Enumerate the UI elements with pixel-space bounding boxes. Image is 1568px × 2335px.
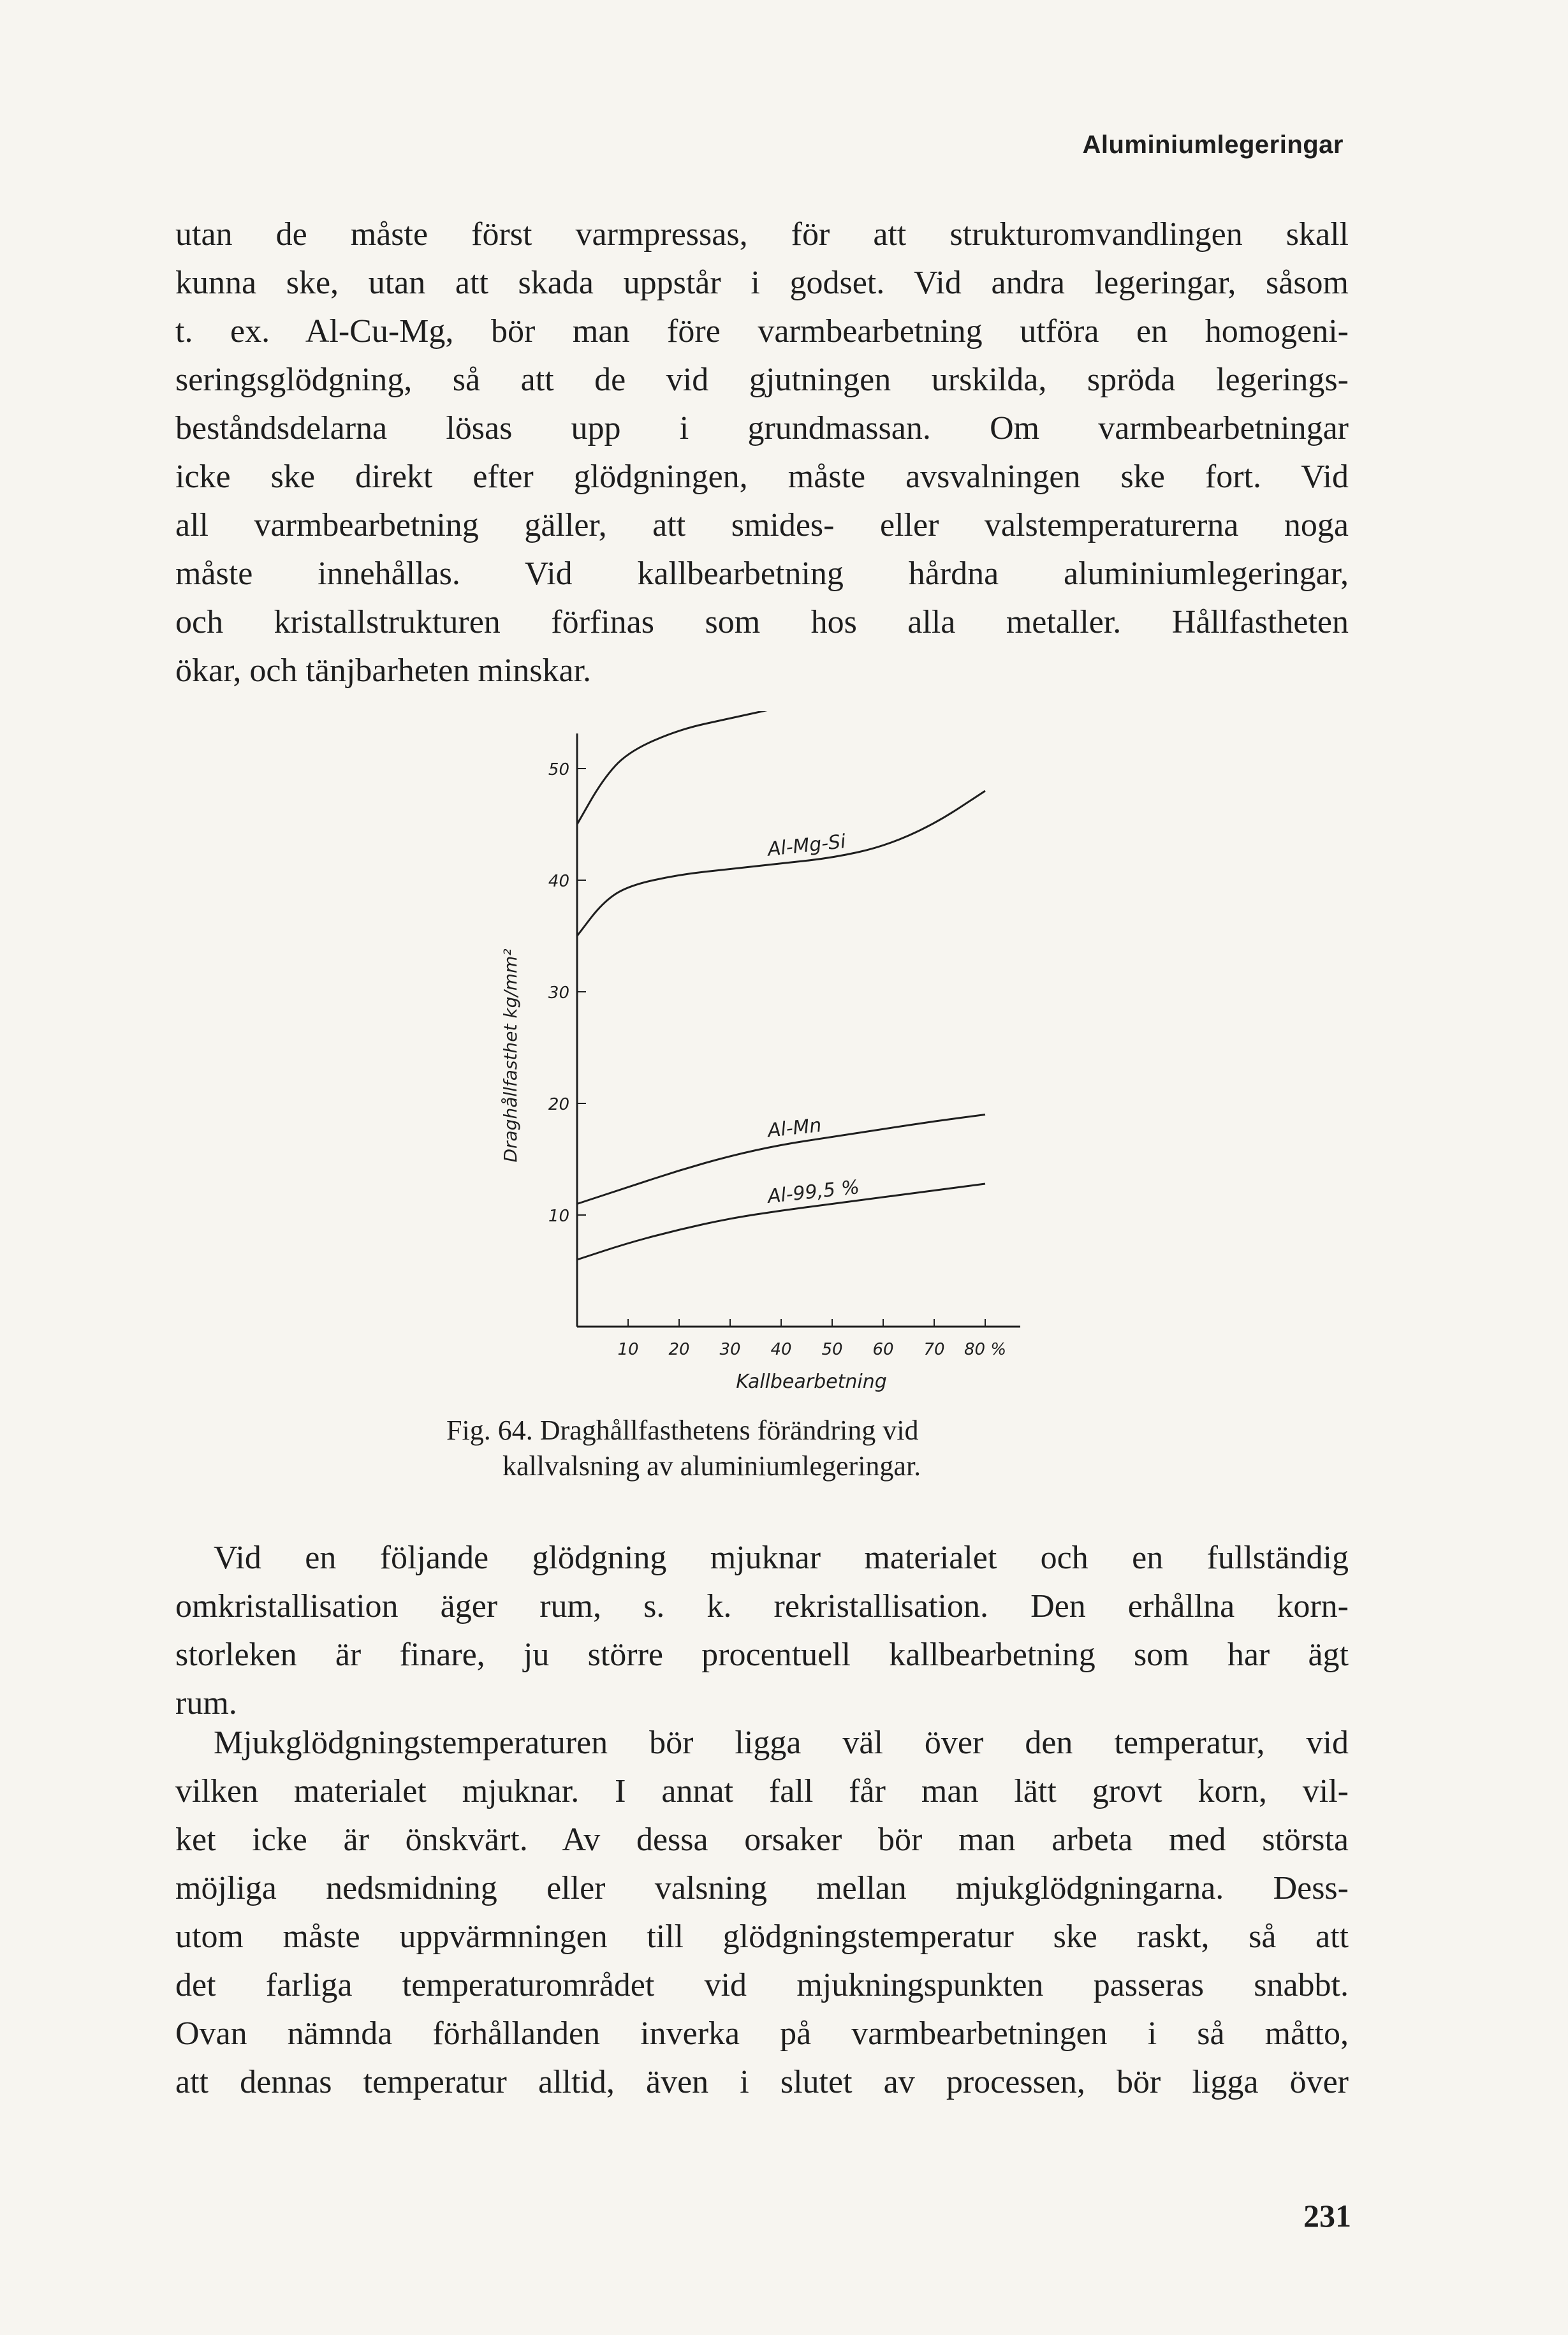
text-line: omkristallisation äger rum, s. k. rekristallisation. Den erhållna korn- (175, 1588, 1349, 1624)
series-line (577, 711, 985, 825)
text-line: seringsglödgning, så att de vid gjutningen urskilda, spröda legerings- (175, 362, 1349, 398)
series-line (577, 791, 985, 936)
chart-series (577, 711, 985, 1260)
page-number: 231 (1303, 2198, 1351, 2234)
text-line: ket icke är önskvärt. Av dessa orsaker bör man arbeta med största (175, 1822, 1349, 1858)
x-tick-label: 80 % (964, 1340, 1007, 1359)
text-line: storleken är finare, ju större procentuell kallbearbetning som har ägt (175, 1637, 1349, 1673)
caption-line-2: kallvalsning av aluminiumlegeringar. (502, 1450, 921, 1482)
text-line: det farliga temperaturområdet vid mjukningspunkten passeras snabbt. (175, 1967, 1349, 2003)
series-label: Al-99,5 % (766, 1176, 861, 1208)
text-line: beståndsdelarna lösas upp i grundmassan. Om varmbearbetningar (175, 410, 1349, 446)
y-tick-label: 20 (548, 1095, 569, 1114)
text-line: rum. (175, 1685, 237, 1721)
text-line: ökar, och tänjbarheten minskar. (175, 652, 592, 689)
x-tick-label: 70 (923, 1340, 945, 1359)
running-header: Aluminiumlegeringar (1082, 131, 1344, 159)
text-line: utom måste uppvärmningen till glödgningstemperatur ske raskt, så att (175, 1919, 1349, 1955)
paragraph-1 (175, 210, 1349, 695)
text-line: att dennas temperatur alltid, även i slutet av processen, bör ligga över (175, 2064, 1349, 2100)
paragraph-3 (175, 1719, 1349, 2107)
x-axis-label: Kallbearbetning (736, 1371, 887, 1393)
x-tick-label: 30 (719, 1340, 741, 1359)
figure-chart (485, 711, 1059, 1400)
series-label: Al-Mg-Si (766, 830, 847, 861)
paragraph-2 (175, 1534, 1349, 1728)
chart-ticks (548, 711, 1006, 1359)
caption-line-1: Fig. 64. Draghållfasthetens förändring vid (446, 1415, 919, 1446)
text-line: Vid en följande glödgning mjuknar materialet och en fullständig (214, 1540, 1349, 1576)
chart-axes (577, 733, 1020, 1327)
x-tick-label: 10 (617, 1340, 639, 1359)
text-line: icke ske direkt efter glödgningen, måste avsvalningen ske fort. Vid (175, 459, 1349, 495)
series-label: Al-Mn (766, 1114, 823, 1142)
text-line: t. ex. Al-Cu-Mg, bör man före varmbearbetning utföra en homogeni- (175, 313, 1349, 350)
y-axis-label: Draghållfasthet kg/mm² (500, 948, 521, 1163)
y-tick-label: 10 (548, 1207, 569, 1226)
text-line: kunna ske, utan att skada uppstår i godset. Vid andra legeringar, såsom (175, 265, 1349, 301)
y-tick-label: 40 (548, 872, 569, 891)
figure-caption (446, 1413, 1084, 1484)
x-tick-label: 50 (821, 1340, 843, 1359)
text-line: all varmbearbetning gäller, att smides- eller valstemperaturerna noga (175, 507, 1349, 543)
y-tick-label: 30 (548, 983, 569, 1003)
x-tick-label: 20 (668, 1340, 690, 1359)
x-tick-label: 40 (770, 1340, 792, 1359)
x-tick-label: 60 (872, 1340, 894, 1359)
text-line: utan de måste först varmpressas, för att strukturomvandlingen skall (175, 216, 1349, 253)
chart-labels (500, 711, 887, 1393)
text-line: måste innehållas. Vid kallbearbetning hårdna aluminiumlegeringar, (175, 556, 1349, 592)
text-line: vilken materialet mjuknar. I annat fall får man lätt grovt korn, vil- (175, 1773, 1349, 1809)
text-line: möjliga nedsmidning eller valsning mellan mjukglödgningarna. Dess- (175, 1870, 1349, 1906)
y-tick-label: 50 (548, 760, 569, 779)
text-line: och kristallstrukturen förfinas som hos alla metaller. Hållfastheten (175, 604, 1349, 640)
text-line: Ovan nämnda förhållanden inverka på varmbearbetningen i så måtto, (175, 2015, 1349, 2052)
text-line: Mjukglödgningstemperaturen bör ligga väl över den temperatur, vid (214, 1725, 1349, 1761)
tensile-strength-chart (485, 711, 1059, 1400)
